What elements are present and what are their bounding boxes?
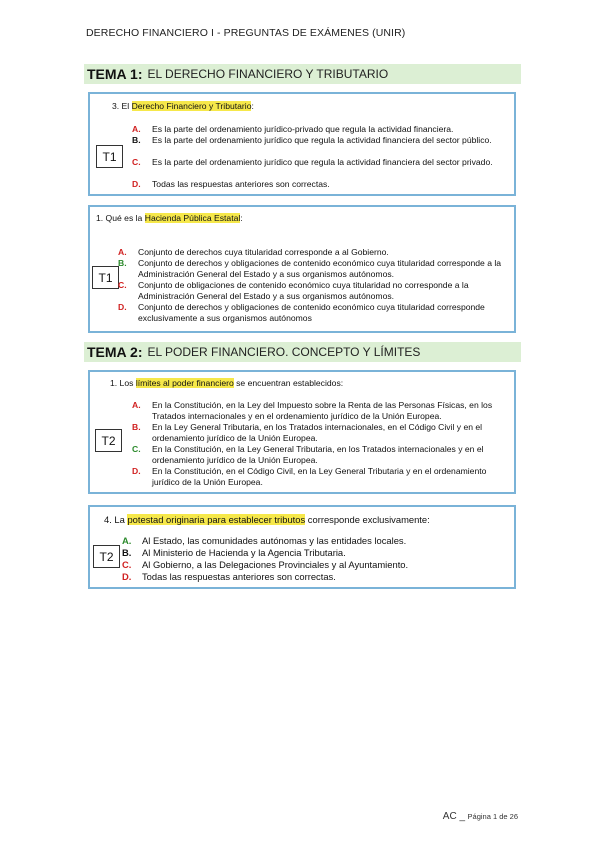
question-card [88,505,516,589]
question-card [88,370,516,494]
answer-option: B. Es la parte del ordenamiento jurídico que regula la actividad financiera del sector público. [132,135,492,145]
answer-option: B. Al Ministerio de Hacienda y la Agencia Tributaria. [122,547,346,558]
tema-tag: T1 [96,145,123,168]
tema-tag: T2 [93,545,120,568]
answer-option: D. En la Constitución, en el Código Civil, en la Ley General Tributaria y en el ordenamiento jurídico de la Unión Europea. [132,466,487,487]
answer-option: A. Es la parte del ordenamiento jurídico-privado que regula la actividad financiera. [132,124,454,134]
question-title: 1. Qué es la Hacienda Pública Estatal: [96,213,243,223]
page-number: Página 1 de 26 [467,812,518,821]
page-footer [443,811,518,822]
answer-option: A. Conjunto de derechos cuya titularidad corresponde a al Gobierno. [118,247,389,257]
answer-option: A. En la Constitución, en la Ley del Impuesto sobre la Renta de las Personas Físicas, en los Tratados internacionales y en el ordenamiento jurídico de la Unión Europea. [132,400,493,421]
tema-tag: T2 [95,429,122,452]
tema-2-heading [84,342,521,362]
question-title: 1. Los límites al poder financiero se encuentran establecidos: [110,378,344,388]
tema-2-title: EL PODER FINANCIERO. CONCEPTO Y LÍMITES [147,345,421,359]
answer-option: B. En la Ley General Tributaria, en los Tratados internacionales, en el Código Civil y en el ordenamiento jurídico de la Unión Europea. [132,422,483,443]
tema-1-number: TEMA 1: [87,66,143,82]
answer-option: C. Es la parte del ordenamiento jurídico que regula la actividad financiera del sector privado. [132,157,493,167]
tema-1-heading [84,64,521,84]
page-header: DERECHO FINANCIERO I - PREGUNTAS DE EXÁMENES (UNIR) [86,27,406,39]
answer-option: C. Al Gobierno, a las Delegaciones Provinciales y al Ayuntamiento. [122,559,409,570]
question-highlight: Hacienda Pública Estatal [144,213,241,223]
question-title: 3. El Derecho Financiero y Tributario: [112,101,254,111]
question-card [88,205,516,333]
question-highlight: Derecho Financiero y Tributario [131,101,252,111]
answer-option: A. Al Estado, las comunidades autónomas y las entidades locales. [122,535,407,546]
answer-option: D. Conjunto de derechos y obligaciones de contenido económico cuya titularidad corresponde exclusivamente a sus organismos autónomos [118,302,485,323]
answer-option: B. Conjunto de derechos y obligaciones de contenido económico cuya titularidad corresponde a la Administración General del Estado y a sus organismos autónomos. [118,258,502,279]
footer-initials: AC _ [442,811,466,822]
answer-option: D. Todas las respuestas anteriores son correctas. [122,571,336,582]
question-highlight: límites al poder financiero [135,378,234,388]
answer-option: C. Conjunto de obligaciones de contenido económico cuya titularidad no corresponde a la Administración General del Estado y a sus organismos autónomos. [118,280,469,301]
tema-tag: T1 [92,266,119,289]
question-title: 4. La potestad originaria para establecer tributos corresponde exclusivamente: [104,514,430,525]
answer-option: C. En la Constitución, en la Ley General Tributaria, en los Tratados internacionales y en el ordenamiento jurídico de la Unión Europea. [132,444,484,465]
tema-2-number: TEMA 2: [87,344,143,360]
tema-1-title: EL DERECHO FINANCIERO Y TRIBUTARIO [147,67,389,81]
question-highlight: potestad originaria para establecer tributos [127,514,306,525]
question-card [88,92,516,196]
answer-option: D. Todas las respuestas anteriores son correctas. [132,179,330,189]
